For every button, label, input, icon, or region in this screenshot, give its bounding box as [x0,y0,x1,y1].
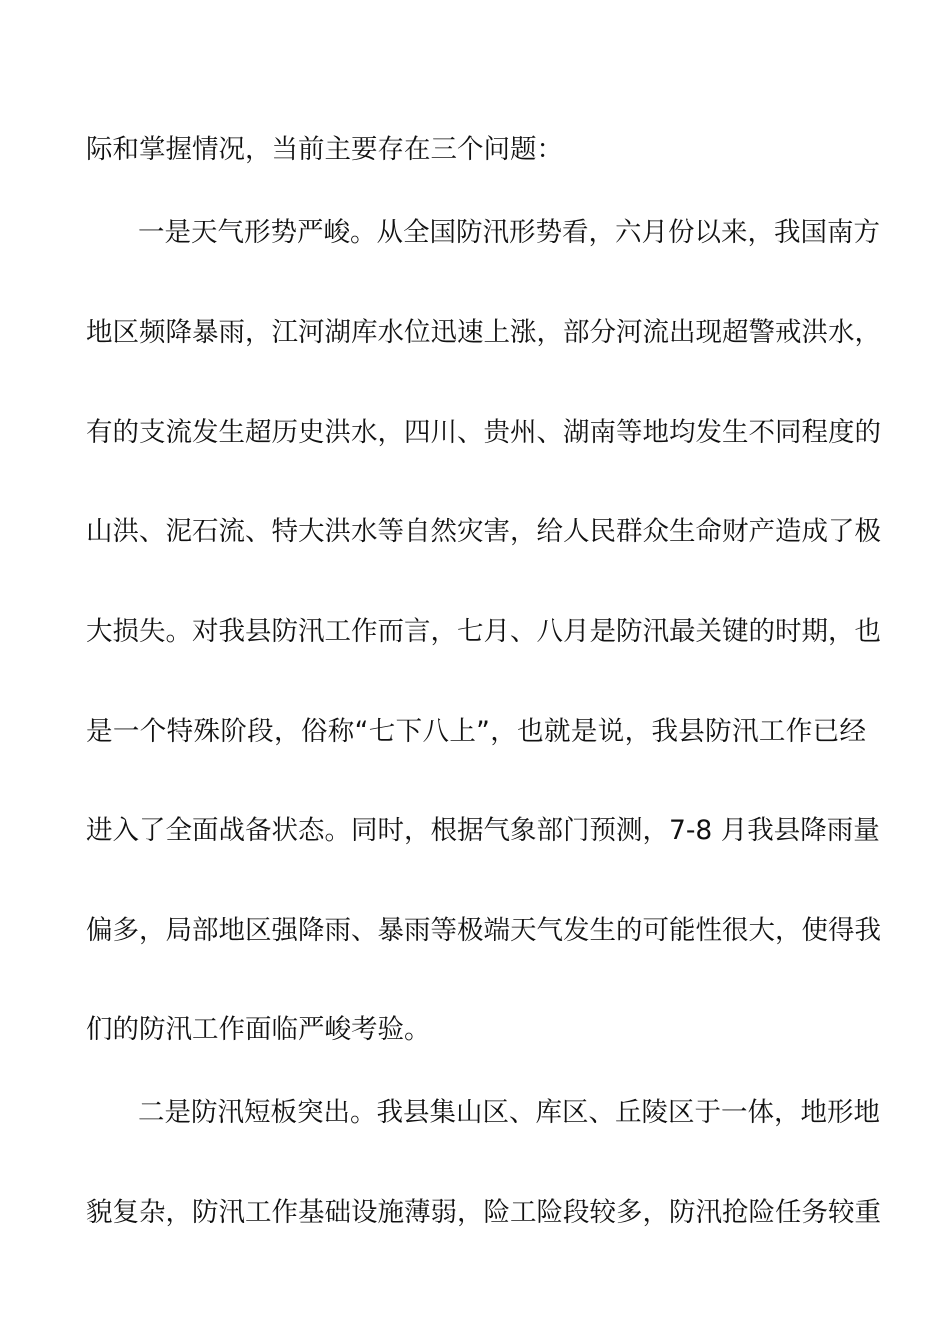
paragraph-line: 大损失。对我县防汛工作而言，七月、八月是防汛最关键的时期，也 [86,616,881,647]
paragraph-line: 地区频降暴雨，江河湖库水位迅速上涨，部分河流出现超警戒洪水， [86,317,881,348]
paragraph-line: 进入了全面战备状态。同时，根据气象部门预测，7-8 月我县降雨量 [86,815,880,846]
paragraph-line: 一是天气形势严峻。从全国防汛形势看，六月份以来，我国南方 [138,217,880,248]
paragraph-line: 貌复杂，防汛工作基础设施薄弱，险工险段较多，防汛抢险任务较重 [86,1197,881,1228]
paragraph-line: 有的支流发生超历史洪水，四川、贵州、湖南等地均发生不同程度的 [86,417,881,448]
paragraph-line: 偏多，局部地区强降雨、暴雨等极端天气发生的可能性很大，使得我 [86,915,881,946]
paragraph-line: 际和掌握情况，当前主要存在三个问题： [86,134,563,165]
paragraph-line: 二是防汛短板突出。我县集山区、库区、丘陵区于一体，地形地 [138,1097,880,1128]
paragraph-line: 山洪、泥石流、特大洪水等自然灾害，给人民群众生命财产造成了极 [86,516,881,547]
paragraph-line: 们的防汛工作面临严峻考验。 [86,1014,431,1045]
paragraph-line: 是一个特殊阶段，俗称“七下八上”，也就是说，我县防汛工作已经 [86,716,866,747]
